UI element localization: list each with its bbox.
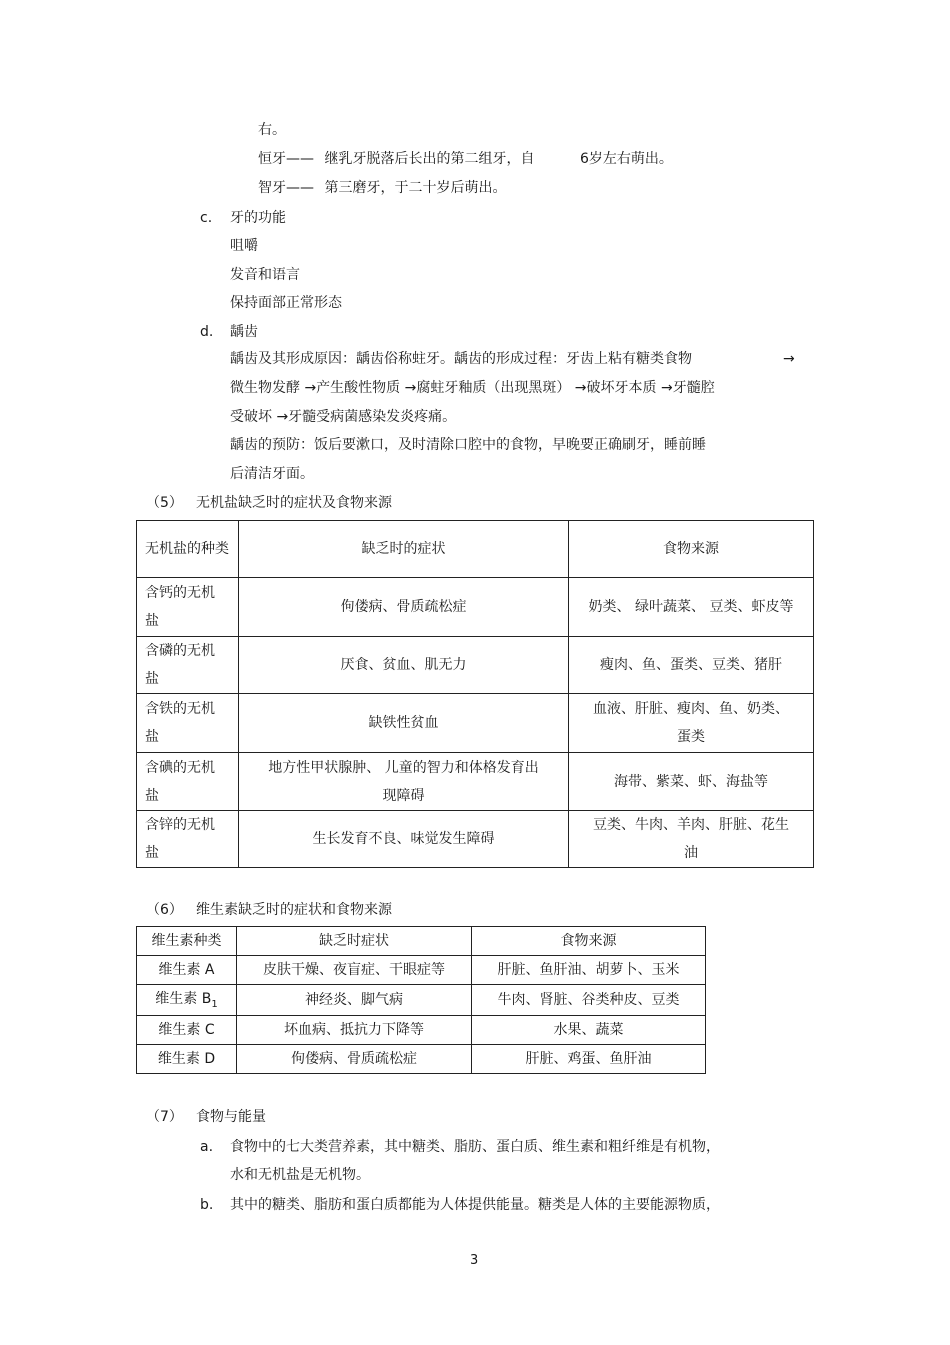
source-cell: 豆类、牛肉、羊肉、肝脏、花生 油 [569,811,814,868]
source-cell: 血液、肝脏、瘦肉、鱼、奶类、 蛋类 [569,694,814,753]
table-row [137,1016,706,1045]
list-marker: b. [200,1197,214,1213]
list-item: 保持面部正常形态 [230,295,342,311]
table-row [137,753,814,811]
header-cell: 食物来源 [569,521,814,578]
list-marker: c. [200,210,213,226]
term: 智牙—— [258,180,314,196]
paragraph-line: 水和无机盐是无机物。 [230,1167,370,1183]
text-line: 右。 [258,122,286,138]
header-cell: 缺乏时症状 [237,927,472,956]
paragraph-line: 受破坏 →牙髓受病菌感染发炎疼痛。 [230,409,457,425]
section-title: 食物与能量 [196,1109,266,1125]
table-row [137,985,706,1016]
source-cell: 肝脏、鸡蛋、鱼肝油 [472,1045,706,1074]
section-number: （5） [146,495,183,511]
arrow: → [783,351,795,367]
table-row [137,637,814,694]
text-line [258,149,534,169]
source-cell: 牛肉、肾脏、谷类种皮、豆类 [472,985,706,1016]
definition: 第三磨牙，于二十岁后萌出。 [324,180,507,196]
term: 恒牙—— [258,151,314,167]
symptom-cell: 皮肤干燥、夜盲症、干眼症等 [237,956,472,985]
minerals-table [136,520,814,868]
vitamin-name: 维生素 C [137,1016,237,1045]
paragraph-line: 后清洁牙面。 [230,466,314,482]
vitamin-name: 维生素 D [137,1045,237,1074]
source-cell: 海带、紫菜、虾、海盐等 [569,753,814,811]
paragraph-line: 其中的糖类、脂肪和蛋白质都能为人体提供能量。糖类是人体的主要能源物质， [230,1197,720,1213]
vitamin-name: 维生素 $B_1$ [137,985,237,1016]
source-cell: 水果、蔬菜 [472,1016,706,1045]
symptom-cell: 坏血病、抵抗力下降等 [237,1016,472,1045]
section-title: 无机盐缺乏时的症状及食物来源 [196,495,392,511]
symptom-cell: 生长发育不良、味觉发生障碍 [239,811,569,868]
vitamins-table [136,926,706,1074]
header-cell: 食物来源 [472,927,706,956]
subscript: 1 [211,999,218,1010]
symptom-cell: 佝偻病、骨质疏松症 [239,578,569,637]
mineral-name: 含锌的无机 盐 [137,811,239,868]
section-heading: 牙的功能 [230,210,286,226]
section-number: （6） [146,902,183,918]
source-cell: 肝脏、鱼肝油、胡萝卜、玉米 [472,956,706,985]
header-cell: 无机盐的种类 [137,521,239,578]
paragraph-line: 龋齿的预防：饭后要漱口，及时清除口腔中的食物，早晚要正确刷牙，睡前睡 [230,437,706,453]
definition-tail: 6岁左右萌出。 [580,151,673,167]
section-title: 维生素缺乏时的症状和食物来源 [196,902,392,918]
list-marker: d. [200,324,214,340]
paragraph-line: 龋齿及其形成原因：龋齿俗称蛀牙。龋齿的形成过程：牙齿上粘有糖类食物 [230,351,692,367]
header-cell: 维生素种类 [137,927,237,956]
section-number: （7） [146,1109,183,1125]
source-cell: 瘦肉、鱼、蛋类、豆类、猪肝 [569,637,814,694]
definition: 继乳牙脱落后长出的第二组牙，自 [324,151,535,167]
symptom-cell: 佝偻病、骨质疏松症 [237,1045,472,1074]
paragraph-line: 微生物发酵 →产生酸性物质 →腐蛀牙釉质（出现黑斑） →破坏牙本质 →牙髓腔 [230,380,715,396]
table-header-row [137,927,706,956]
table-header-row [137,521,814,578]
symptom-cell: 地方性甲状腺肿、 儿童的智力和体格发育出 现障碍 [239,753,569,811]
text-line [258,178,506,198]
symptom-cell: 厌食、贫血、肌无力 [239,637,569,694]
table-row [137,956,706,985]
symptom-cell: 缺铁性贫血 [239,694,569,753]
table-row [137,694,814,753]
mineral-name: 含钙的无机 盐 [137,578,239,637]
symptom-cell: 神经炎、脚气病 [237,985,472,1016]
mineral-name: 含磷的无机 盐 [137,637,239,694]
source-cell: 奶类、 绿叶蔬菜、 豆类、虾皮等 [569,578,814,637]
page-number: 3 [470,1253,479,1268]
mineral-name: 含碘的无机 盐 [137,753,239,811]
paragraph-line: 食物中的七大类营养素，其中糖类、脂肪、蛋白质、维生素和粗纤维是有机物， [230,1139,720,1155]
vitamin-name: 维生素 A [137,956,237,985]
list-item: 咀嚼 [230,238,258,254]
table-row [137,811,814,868]
section-heading: 龋齿 [230,324,258,340]
table-row [137,578,814,637]
table-row [137,1045,706,1074]
list-item: 发音和语言 [230,267,300,283]
header-cell: 缺乏时的症状 [239,521,569,578]
list-marker: a. [200,1139,214,1155]
mineral-name: 含铁的无机 盐 [137,694,239,753]
